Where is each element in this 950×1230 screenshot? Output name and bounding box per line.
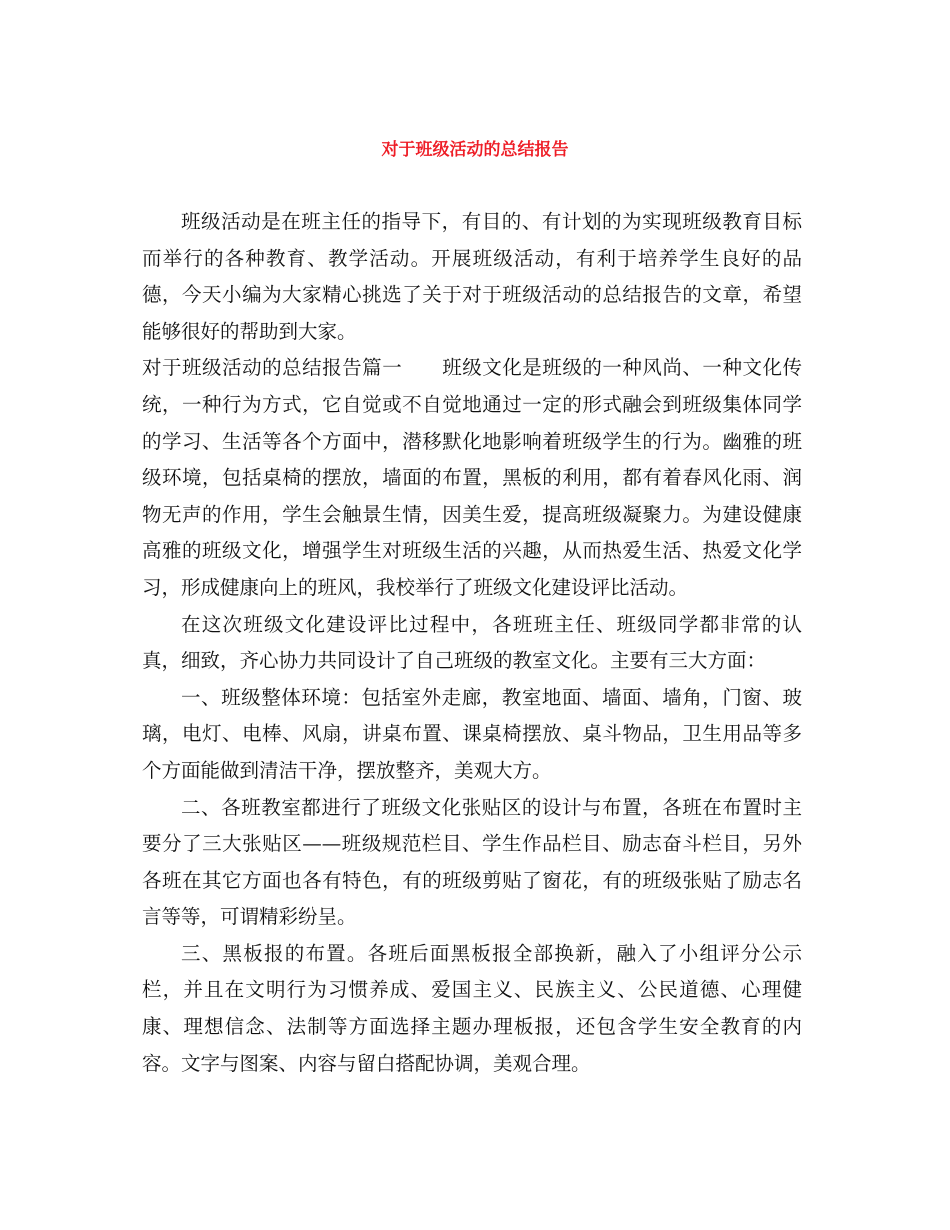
body-paragraph-2: 一、班级整体环境：包括室外走廊，教室地面、墙面、墙角，门窗、玻璃，电灯、电棒、风扇，讲桌布置、课桌椅摆放、桌斗物品，卫生用品等多个方面能做到清洁干净，摆放整齐，美观大方。 [142, 685, 802, 782]
body-paragraph-1: 在这次班级文化建设评比过程中，各班班主任、班级同学都非常的认真，细致，齐心协力共同设计了自己班级的教室文化。主要有三大方面： [142, 612, 802, 673]
document-body [142, 204, 802, 1082]
intro-paragraph: 班级活动是在班主任的指导下，有目的、有计划的为实现班级教育目标而举行的各种教育、教学活动。开展班级活动，有利于培养学生良好的品德，今天小编为大家精心挑选了关于对于班级活动的总结报告的文章，希望能够很好的帮助到大家。 [142, 210, 802, 343]
section-paragraph [142, 350, 802, 606]
section-heading: 对于班级活动的总结报告篇一 [142, 356, 403, 380]
body-paragraph-4: 三、黑板报的布置。各班后面黑板报全部换新，融入了小组评分公示栏，并且在文明行为习惯养成、爱国主义、民族主义、公民道德、心理健康、理想信念、法制等方面选择主题办理板报，还包含学生安全教育的内容。文字与图案、内容与留白搭配协调，美观合理。 [142, 941, 802, 1075]
document-title: 对于班级活动的总结报告 [381, 140, 569, 160]
body-paragraph-3: 二、各班教室都进行了班级文化张贴区的设计与布置，各班在布置时主要分了三大张贴区——班级规范栏目、学生作品栏目、励志奋斗栏目，另外各班在其它方面也各有特色，有的班级剪贴了窗花，有的班级张贴了励志名言等等，可谓精彩纷呈。 [142, 795, 802, 929]
section-first-paragraph: 班级文化是班级的一种风尚、一种文化传统，一种行为方式，它自觉或不自觉地通过一定的形式融会到班级集体同学的学习、生活等各个方面中，潜移默化地影响着班级学生的行为。幽雅的班级环境，包括桌椅的摆放，墙面的布置，黑板的利用，都有着春风化雨、润物无声的作用，学生会触景生情，因美生爱，提高班级凝聚力。为建设健康高雅的班级文化，增强学生对班级生活的兴趣，从而热爱生活、热爱文化学习，形成健康向上的班风，我校举行了班级文化建设评比活动。 [142, 356, 802, 599]
